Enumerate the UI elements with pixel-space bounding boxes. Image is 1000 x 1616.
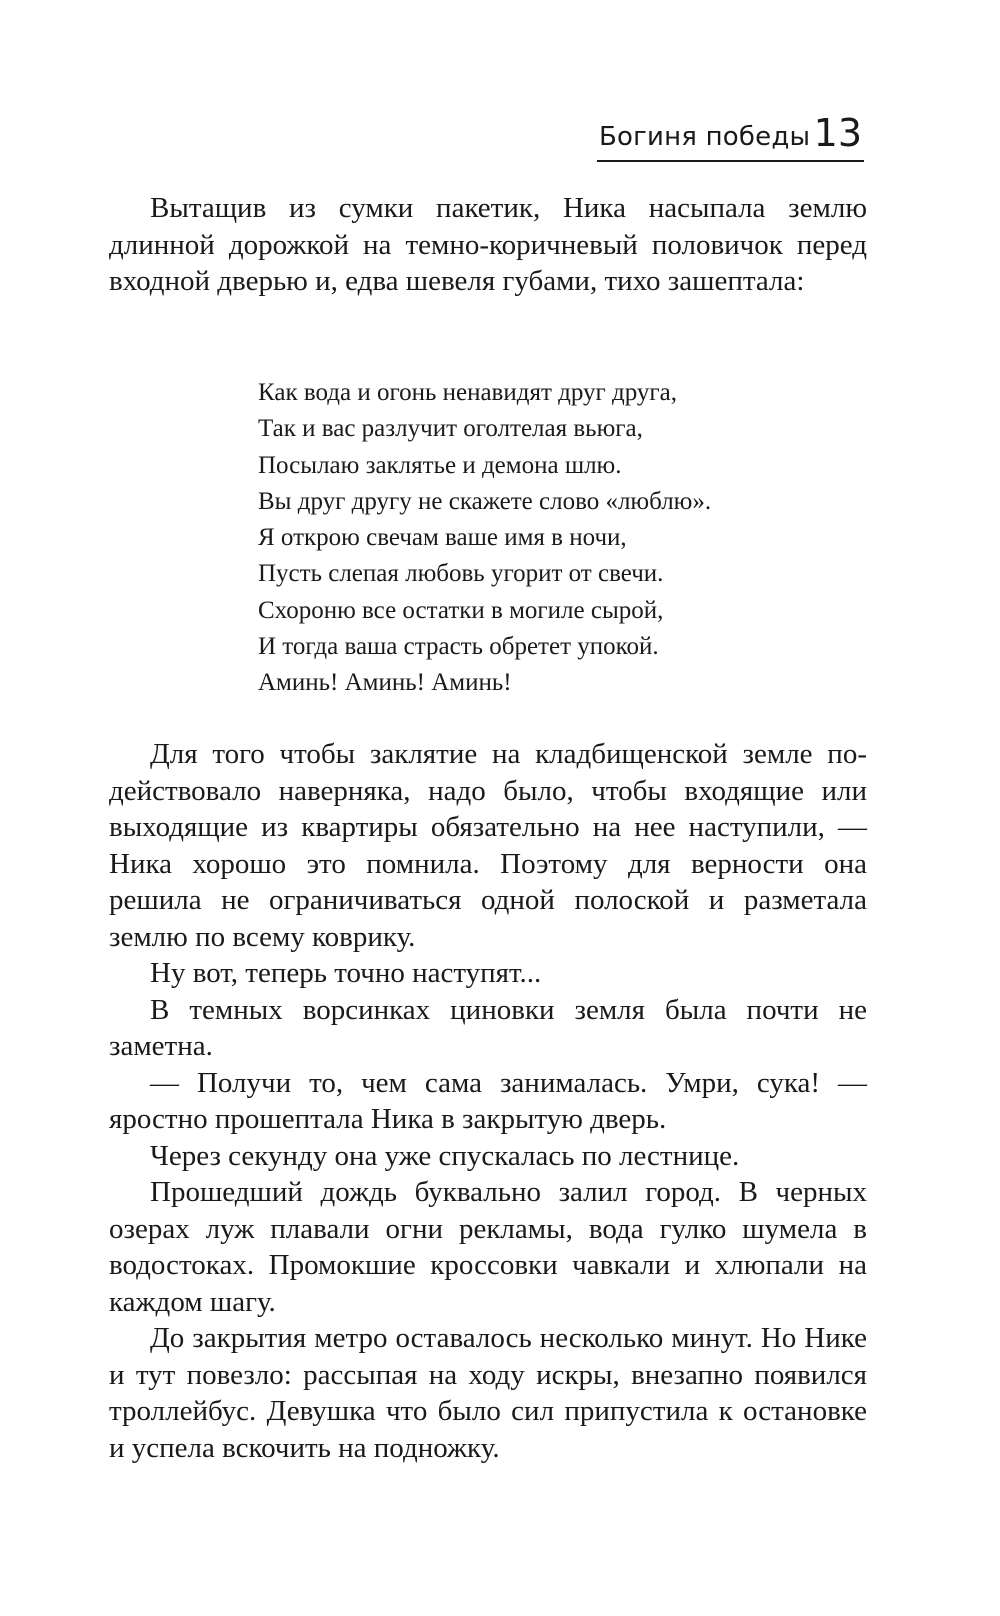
verse-line: Я открою свечам ваше имя в ночи, (258, 524, 627, 552)
verse-line: Пусть слепая любовь угорит от свечи. (258, 560, 664, 588)
paragraph: Для того чтобы заклятие на кладбищенской земле подействовало наверняка, надо было, чтобы входящие или выходящие из квартиры обязательно на нее наступили, — Ника хорошо это помнила. Поэтому для верности она решила не ограничиваться одной полоской и разметала землю по всему коврику. (109, 738, 867, 953)
paragraph: Вытащив из сумки пакетик, Ника насыпала землю длинной дорожкой на темно-коричневый половичок перед входной дверью и, едва шевеля губами, тихо зашептала: (109, 192, 867, 297)
book-title: Богиня победы (599, 122, 811, 152)
verse-line: Посылаю заклятье и демона шлю. (258, 451, 622, 479)
verse-line: Схороню все остатки в могиле сырой, (258, 596, 664, 624)
verse-line: И тогда ваша страсть обретет упокой. (258, 633, 659, 661)
page-number: 13 (813, 111, 862, 155)
paragraph: Прошедший дождь буквально залил город. В черных озерах луж плавали огни рекламы, вода гулко шумела в водостоках. Промокшие кроссовки чавкали и хлюпали на каждом шагу. (109, 1176, 867, 1318)
paragraph: До закрытия метро оставалось несколько минут. Но Нике и тут повезло: рассыпая на ходу искры, внезапно появился троллейбус. Девушка что было сил припустила к остановке и успела вскочить на подножку. (109, 1322, 867, 1464)
paragraph: Ну вот, теперь точно наступят... (150, 957, 542, 989)
text-block-bottom (109, 736, 867, 1466)
paragraph: — Получи то, чем сама занималась. Умри, сука! — яростно прошептала Ника в закрытую дверь. (109, 1066, 867, 1135)
verse-line: Аминь! Аминь! Аминь! (258, 669, 512, 697)
verse-line: Так и вас разлучит оголтелая вьюга, (258, 415, 643, 443)
incantation-verse (258, 375, 711, 702)
verse-line: Как вода и огонь ненавидят друг друга, (258, 379, 678, 406)
verse-line: Вы друг другу не скажете слово «люблю». (258, 487, 712, 515)
text-block-top (109, 190, 867, 300)
running-header (597, 110, 864, 162)
paragraph: Через секунду она уже спускалась по лестнице. (150, 1139, 740, 1172)
paragraph: В темных ворсинках циновки земля была почти не заметна. (109, 993, 867, 1062)
